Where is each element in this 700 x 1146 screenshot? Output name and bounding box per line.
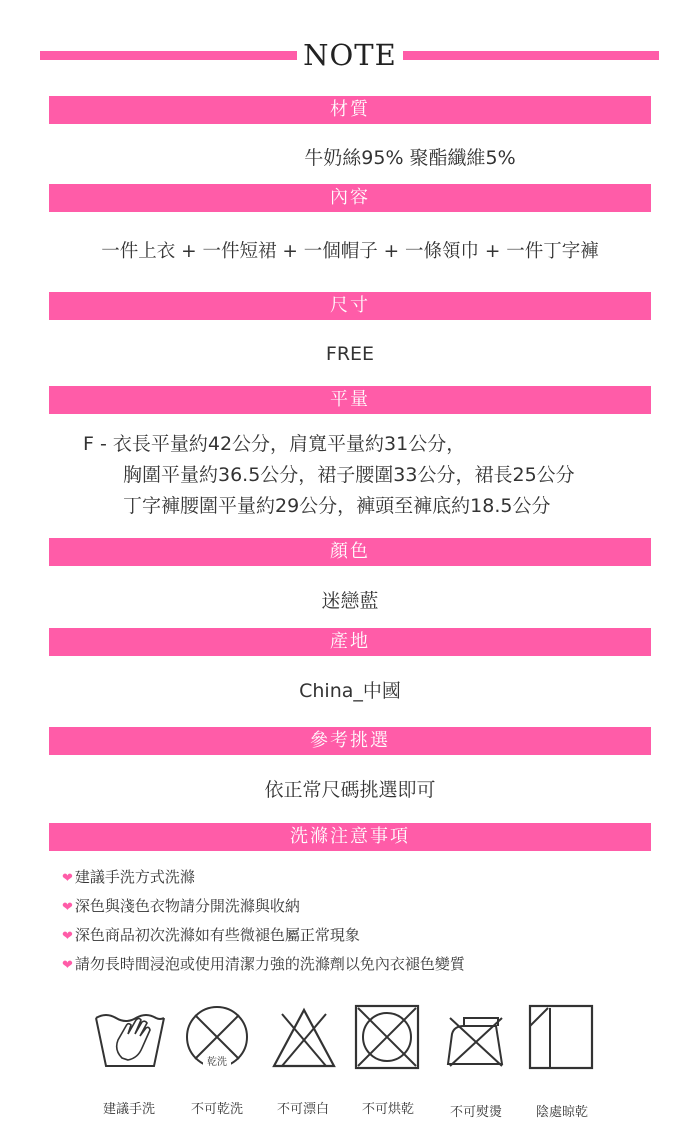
color-value: 迷戀藍 bbox=[321, 590, 379, 612]
no-tumble-dry-icon bbox=[354, 1004, 420, 1070]
size-guide-header: 參考挑選 bbox=[49, 727, 651, 755]
no-bleach-label: 不可漂白 bbox=[276, 1102, 329, 1117]
heart-icon: ❤ bbox=[62, 958, 73, 973]
measurement-line: 胸圍平量約36.5公分，裙子腰圍33公分，裙長25公分 bbox=[123, 464, 575, 486]
no-iron-icon bbox=[442, 1004, 508, 1070]
color-header: 顏色 bbox=[49, 538, 651, 566]
hand-wash-label: 建議手洗 bbox=[102, 1102, 155, 1117]
heart-icon: ❤ bbox=[62, 900, 73, 915]
material-header: 材質 bbox=[49, 96, 651, 124]
shade-dry-label: 陰處晾乾 bbox=[535, 1105, 588, 1120]
contents-value: 一件上衣 + 一件短裙 + 一個帽子 + 一條領巾 + 一件丁字褲 bbox=[101, 241, 599, 262]
measurements-block bbox=[83, 429, 575, 522]
care-header: 洗滌注意事項 bbox=[49, 823, 651, 851]
size-value: FREE bbox=[325, 343, 375, 365]
note-right-rule bbox=[403, 51, 659, 60]
measurement-line: F - 衣長平量約42公分，肩寬平量約31公分， bbox=[83, 433, 466, 455]
care-item: ❤ 深色商品初次洗滌如有些微褪色屬正常現象 bbox=[62, 926, 360, 944]
note-left-rule bbox=[40, 51, 297, 60]
care-item: ❤ 建議手洗方式洗滌 bbox=[62, 868, 195, 886]
origin-header: 產地 bbox=[49, 628, 651, 656]
hand-wash-icon bbox=[92, 1004, 168, 1070]
care-list bbox=[62, 863, 465, 979]
care-item: ❤ 請勿長時間浸泡或使用清潔力強的洗滌劑以免內衣褪色變質 bbox=[62, 955, 465, 973]
size-header: 尺寸 bbox=[49, 292, 651, 320]
heart-icon: ❤ bbox=[62, 929, 73, 944]
origin-value: China_中國 bbox=[299, 680, 401, 702]
svg-text:乾洗: 乾洗 bbox=[207, 1057, 227, 1068]
no-tumble-dry-label: 不可烘乾 bbox=[361, 1102, 414, 1117]
heart-icon: ❤ bbox=[62, 871, 73, 886]
contents-header: 內容 bbox=[49, 184, 651, 212]
measurements-header: 平量 bbox=[49, 386, 651, 414]
care-item: ❤ 深色與淺色衣物請分開洗滌與收納 bbox=[62, 897, 300, 915]
note-title: NOTE bbox=[303, 38, 397, 72]
no-dry-clean-icon bbox=[184, 1004, 250, 1070]
measurement-line: 丁字褲腰圍平量約29公分，褲頭至褲底約18.5公分 bbox=[123, 495, 551, 517]
no-dry-clean-label: 不可乾洗 bbox=[190, 1102, 243, 1117]
material-value: 牛奶絲95% 聚酯纖維5% bbox=[304, 147, 516, 169]
size-guide-value: 依正常尺碼挑選即可 bbox=[264, 779, 436, 801]
shade-dry-icon bbox=[528, 1004, 594, 1070]
no-bleach-icon bbox=[270, 1004, 338, 1070]
no-iron-label: 不可熨燙 bbox=[449, 1105, 502, 1120]
